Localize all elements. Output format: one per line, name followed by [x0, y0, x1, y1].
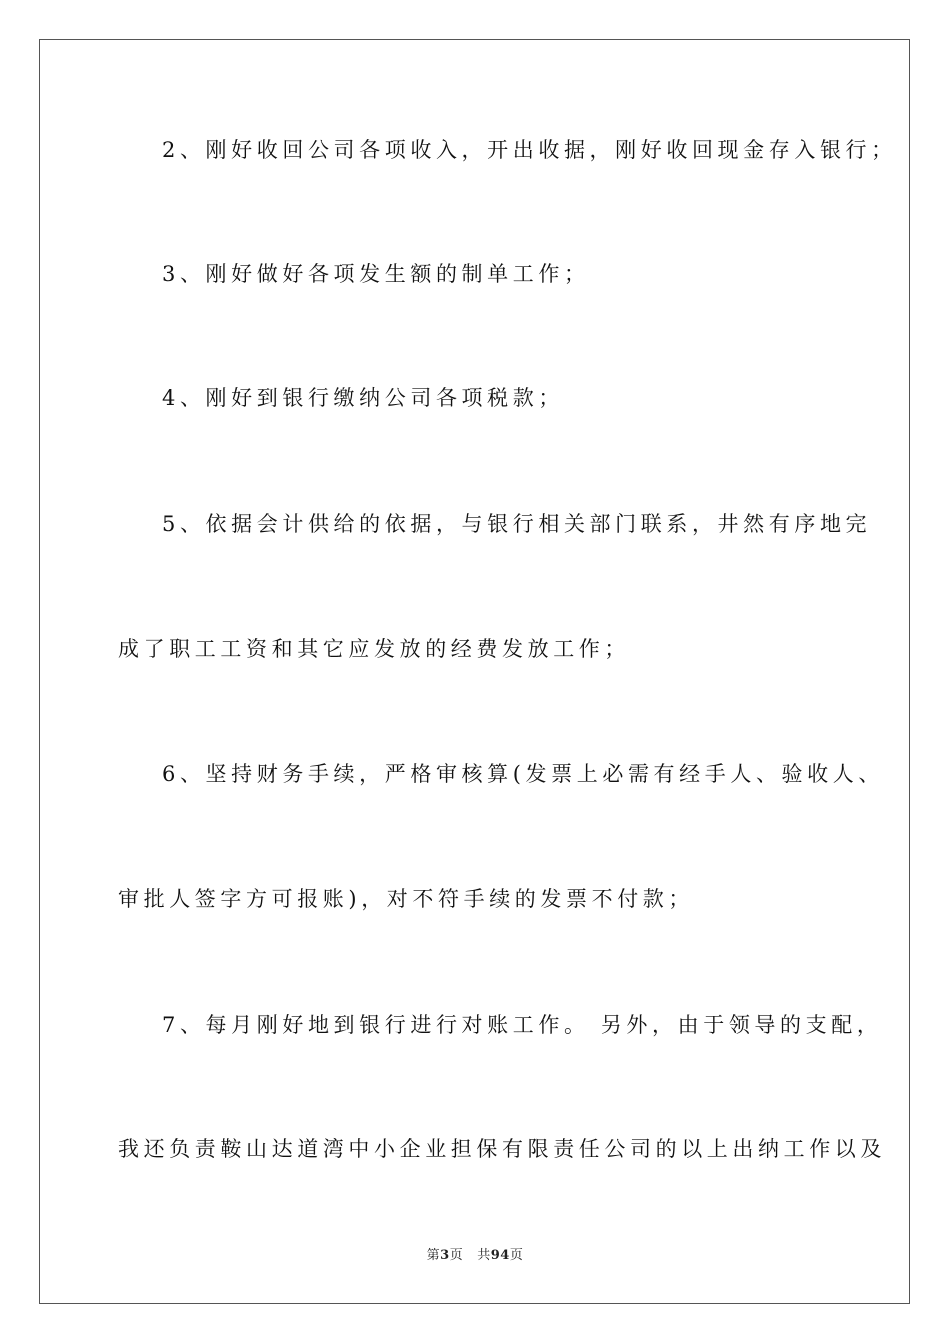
footer-total-suffix: 页	[509, 1248, 524, 1263]
footer-page-number: 3	[440, 1248, 450, 1263]
paragraph-line-6: 6、坚持财务手续，严格审核算(发票上必需有经手人、验收人、	[162, 762, 884, 786]
paragraph-line-8: 7、每月刚好地到银行进行对账工作。 另外，由于领导的支配，	[162, 1013, 883, 1037]
page-footer	[0, 1247, 950, 1265]
paragraph-line-3: 4、刚好到银行缴纳公司各项税款；	[162, 386, 564, 410]
paragraph-line-7: 审批人签字方可报账)，对不符手续的发票不付款；	[118, 887, 694, 911]
paragraph-line-4: 5、依据会计供给的依据，与银行相关部门联系，井然有序地完	[162, 512, 872, 536]
footer-page-prefix: 第	[426, 1248, 441, 1263]
page-frame	[39, 39, 910, 1304]
footer-total-pages: 94	[490, 1248, 510, 1263]
footer-page-suffix: 页	[449, 1248, 464, 1263]
paragraph-line-5: 成了职工工资和其它应发放的经费发放工作；	[118, 637, 630, 661]
paragraph-line-1: 2、刚好收回公司各项收入，开出收据，刚好收回现金存入银行；	[162, 138, 897, 162]
footer-total-prefix: 共	[477, 1248, 491, 1263]
paragraph-line-9: 我还负责鞍山达道湾中小企业担保有限责任公司的以上出纳工作以及	[118, 1137, 886, 1161]
paragraph-line-2: 3、刚好做好各项发生额的制单工作；	[162, 262, 590, 286]
